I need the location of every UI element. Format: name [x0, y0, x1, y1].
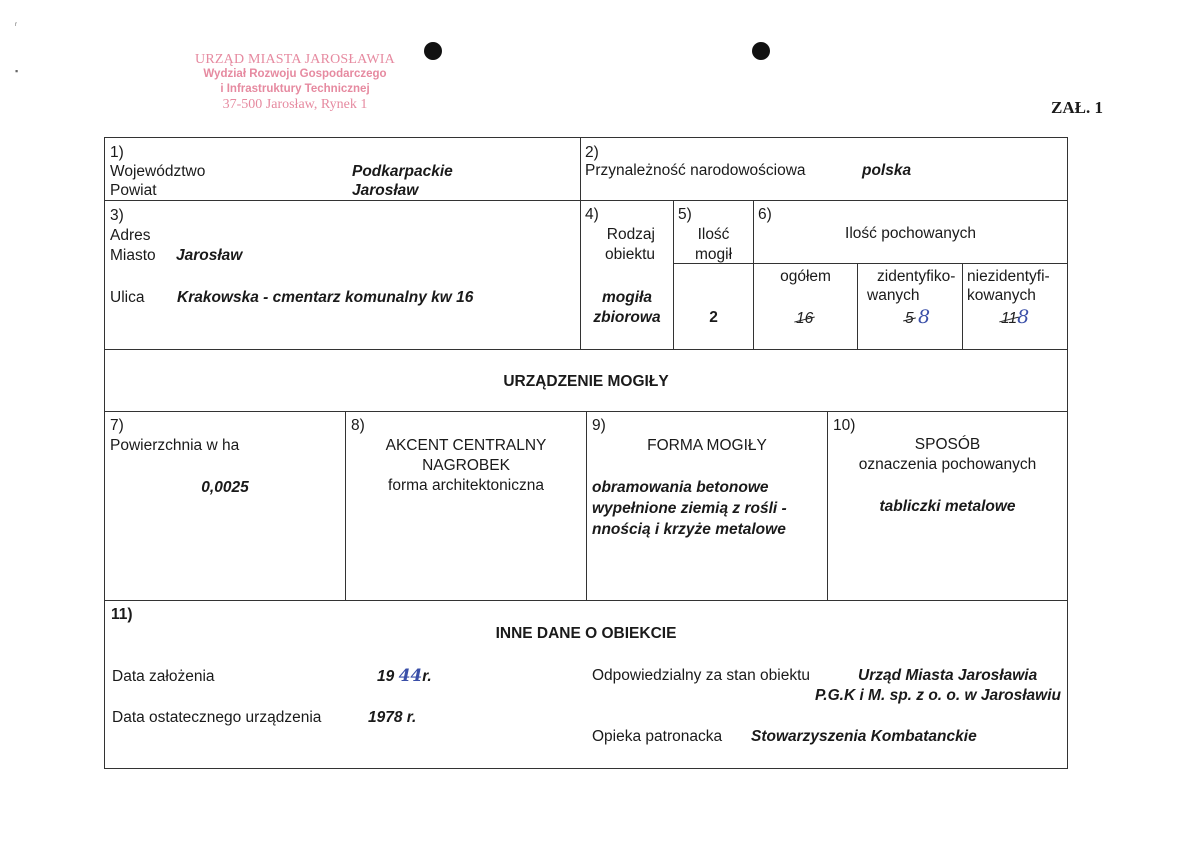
voivodeship-label: Województwo	[110, 163, 206, 180]
cell-central-accent	[345, 411, 587, 601]
stamp-line: URZĄD MIASTA JAROSŁAWIA	[195, 52, 395, 67]
unidentified-label: niezidentyfi-	[967, 268, 1050, 285]
other-data-title: INNE DANE O OBIEKCIE	[495, 625, 677, 642]
graves-count-value: 2	[709, 309, 718, 326]
handwritten-correction: 8	[917, 306, 931, 328]
responsible-label: Odpowiedzialny za stan obiektu	[592, 667, 810, 684]
stamp-line: Wydział Rozwoju Gospodarczego	[203, 68, 387, 80]
cell-buried-unidentified	[962, 263, 1068, 350]
cell-number: 2)	[585, 144, 599, 161]
area-label: Powierzchnia w ha	[110, 437, 240, 454]
cell-number: 9)	[592, 417, 606, 434]
marking-method-value: tabliczki metalowe	[879, 498, 1016, 515]
scan-mark: ▪	[15, 66, 19, 76]
divider	[673, 263, 754, 264]
county-label: Powiat	[110, 182, 157, 199]
cell-buried-total	[753, 263, 858, 350]
street-value: Krakowska - cmentarz komunalny kw 16	[177, 289, 474, 306]
central-accent-label: AKCENT CENTRALNY	[385, 437, 547, 454]
section-title: URZĄDZENIE MOGIŁY	[503, 373, 669, 390]
unidentified-label: kowanych	[967, 287, 1036, 304]
grave-form-value: nnością i krzyże metalowe	[592, 521, 786, 538]
handwritten-correction: 44	[398, 666, 423, 686]
office-stamp	[190, 52, 400, 112]
stamp-line: 37-500 Jarosław, Rynek 1	[222, 97, 368, 112]
cell-number: 3)	[110, 207, 124, 224]
responsible-value: P.G.K i M. sp. z o. o. w Jarosławiu	[814, 687, 1061, 704]
punch-hole	[752, 42, 770, 60]
marking-method-label: oznaczenia pochowanych	[858, 456, 1037, 473]
identified-label: zidentyfiko-	[877, 268, 956, 285]
cell-marking-method	[827, 411, 1068, 601]
responsible-value: Urząd Miasta Jarosławia	[858, 667, 1038, 684]
area-value: 0,0025	[201, 479, 249, 496]
cell-number: 1)	[110, 144, 124, 161]
struck-value: 11	[1001, 310, 1018, 327]
cell-graves-count	[673, 200, 754, 350]
founding-date-suffix: r.	[422, 668, 432, 685]
cell-nationality	[580, 137, 1068, 201]
object-type-value: mogiła	[602, 289, 652, 306]
founding-date-label: Data założenia	[112, 668, 215, 685]
central-accent-label: forma architektoniczna	[388, 477, 544, 494]
attachment-label: ZAŁ. 1	[1051, 98, 1103, 117]
patron-value: Stowarzyszenia Kombatanckie	[751, 728, 977, 745]
cell-object-type	[580, 200, 674, 350]
voivodeship-value: Podkarpackie	[352, 163, 453, 180]
identified-value	[905, 308, 930, 328]
graves-count-label: Ilość	[697, 226, 730, 243]
grave-form-value: obramowania betonowe	[592, 479, 769, 496]
object-type-label: obiektu	[605, 246, 655, 263]
cell-grave-form	[586, 411, 828, 601]
nationality-label: Przynależność narodowościowa	[585, 162, 806, 179]
handwritten-correction: 8	[1017, 306, 1030, 328]
city-value: Jarosław	[176, 247, 243, 264]
nationality-value: polska	[862, 162, 912, 179]
punch-hole	[424, 42, 442, 60]
cell-area	[104, 411, 346, 601]
street-label: Ulica	[110, 289, 145, 306]
cell-buried-header	[753, 200, 1068, 264]
grave-form-label: FORMA MOGIŁY	[647, 437, 767, 454]
final-date-value: 1978 r.	[368, 709, 417, 726]
cell-number: 7)	[110, 417, 124, 434]
cell-number: 8)	[351, 417, 365, 434]
founding-date-value	[377, 667, 432, 686]
buried-title: Ilość pochowanych	[845, 225, 976, 242]
unidentified-value	[1001, 308, 1029, 328]
cell-number: 5)	[678, 206, 692, 223]
final-date-label: Data ostatecznego urządzenia	[112, 709, 322, 726]
stamp-line: i Infrastruktury Technicznej	[220, 83, 370, 95]
buried-total-label: ogółem	[780, 268, 831, 285]
cell-voivodeship	[104, 137, 581, 201]
object-type-value: zbiorowa	[593, 309, 661, 326]
cell-number: 11)	[111, 606, 133, 623]
cell-number: 4)	[585, 206, 599, 223]
cell-other-data	[104, 600, 1068, 769]
identified-label: wanych	[867, 287, 920, 304]
struck-value: 5	[905, 310, 914, 327]
buried-total-value	[796, 309, 813, 328]
struck-value: 16	[796, 310, 814, 327]
address-label: Adres	[110, 227, 151, 244]
graves-count-label: mogił	[694, 246, 733, 263]
section-header	[104, 349, 1068, 412]
central-accent-label: NAGROBEK	[422, 457, 510, 474]
county-value: Jarosław	[352, 182, 419, 199]
marking-method-label: SPOSÓB	[914, 436, 981, 453]
grave-form-value: wypełnione ziemią z rośli -	[592, 500, 787, 517]
cell-number: 10)	[833, 417, 856, 434]
scan-mark: ʳ	[15, 20, 18, 30]
patron-label: Opieka patronacka	[592, 728, 723, 745]
object-type-label: Rodzaj	[606, 226, 655, 243]
city-label: Miasto	[110, 247, 156, 264]
founding-date-typed: 19	[377, 668, 395, 685]
cell-number: 6)	[758, 206, 772, 223]
cell-buried-identified	[857, 263, 963, 350]
cell-address	[104, 200, 581, 350]
